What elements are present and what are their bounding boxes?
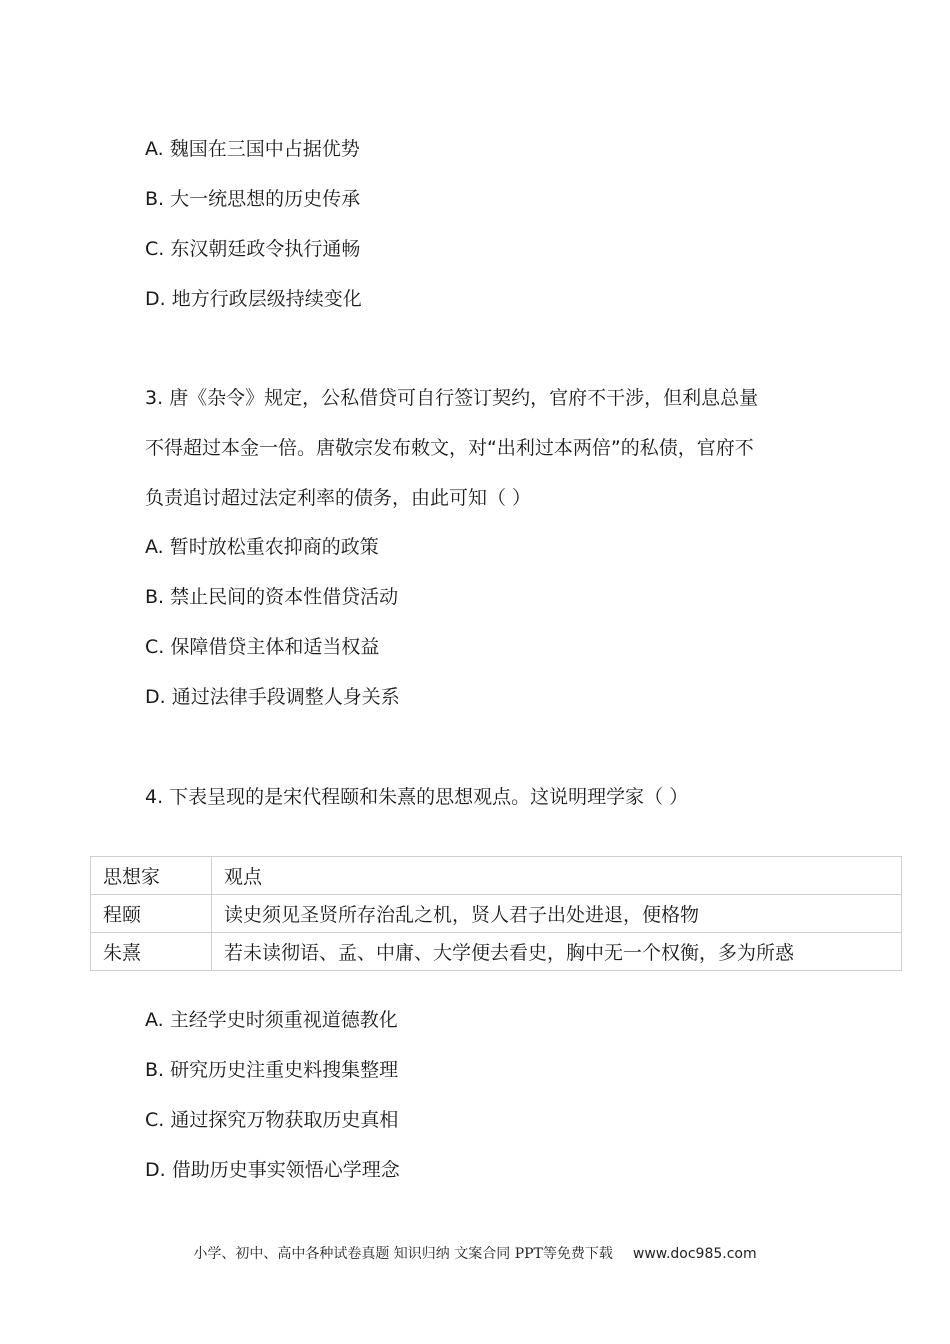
table-header-cell: 观点 — [212, 857, 902, 895]
q4-option-b: B. 研究历史注重史料搜集整理 — [145, 1059, 399, 1081]
q4-option-a: A. 主经学史时须重视道德教化 — [145, 1009, 398, 1031]
q2-option-c: C. 东汉朝廷政令执行通畅 — [145, 238, 361, 260]
q4-table — [90, 856, 902, 971]
table-header-row — [91, 857, 902, 895]
q2-option-d: D. 地方行政层级持续变化 — [145, 288, 362, 310]
footer-text: 小学、初中、高中各种试卷真题 知识归纳 文案合同 PPT等免费下载 — [193, 1246, 613, 1262]
q2-option-b: B. 大一统思想的历史传承 — [145, 188, 361, 210]
q4-option-d: D. 借助历史事实领悟心学理念 — [145, 1159, 400, 1181]
q4-stem: 4. 下表呈现的是宋代程颐和朱熹的思想观点。这说明理学家（ ） — [145, 786, 689, 808]
table-cell: 读史须见圣贤所存治乱之机，贤人君子出处进退，便格物 — [212, 895, 902, 933]
table-cell: 若未读彻语、孟、中庸、大学便去看史，胸中无一个权衡，多为所惑 — [212, 933, 902, 971]
table-header-cell: 思想家 — [91, 857, 212, 895]
table-cell: 朱熹 — [91, 933, 212, 971]
footer-site-link[interactable]: www.doc985.com — [632, 1246, 757, 1262]
q3-option-b: B. 禁止民间的资本性借贷活动 — [145, 586, 399, 608]
q3-option-c: C. 保障借贷主体和适当权益 — [145, 636, 380, 658]
q3-stem-line-3: 负责追讨超过法定利率的债务，由此可知（ ） — [145, 487, 532, 509]
q3-stem-line-1: 3. 唐《杂令》规定，公私借贷可自行签订契约，官府不干涉，但利息总量 — [145, 387, 759, 409]
table-row — [91, 895, 902, 933]
q4-option-c: C. 通过探究万物获取历史真相 — [145, 1109, 399, 1131]
q2-option-a: A. 魏国在三国中占据优势 — [145, 138, 360, 160]
q3-option-a: A. 暂时放松重农抑商的政策 — [145, 536, 379, 558]
table-cell: 程颐 — [91, 895, 212, 933]
q3-option-d: D. 通过法律手段调整人身关系 — [145, 686, 400, 708]
table-row — [91, 933, 902, 971]
q3-stem-line-2: 不得超过本金一倍。唐敬宗发布敕文，对“出利过本两倍”的私债，官府不 — [145, 437, 754, 459]
page-footer — [0, 1243, 950, 1263]
